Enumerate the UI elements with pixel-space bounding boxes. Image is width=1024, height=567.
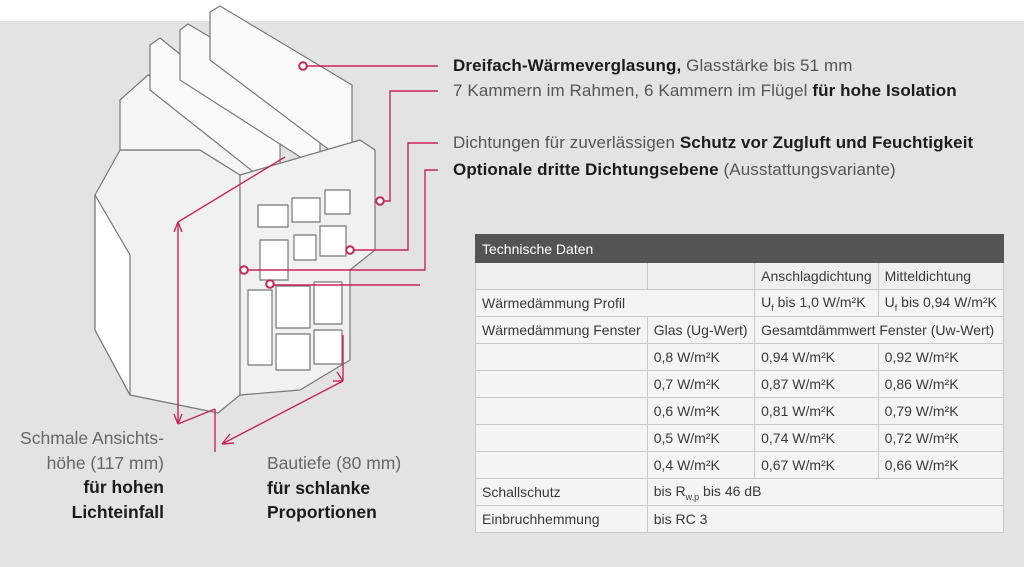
column-header: Gesamtdämmwert Fenster (Uw-Wert) (755, 317, 1004, 344)
depth-dimension-label: Bautiefe (80 mm) für schlanke Proportionen (267, 453, 402, 522)
technical-data-table (475, 234, 1004, 533)
table-cell: bis $R_{w,p}$ bis 46 dB (647, 479, 1003, 506)
height-dimension-label: Schmale Ansichts- höhe (117 mm) für hohen Lichteinfall (20, 428, 164, 522)
marker-dot (240, 266, 248, 274)
column-header: Mitteldichtung (878, 263, 1003, 290)
callout-seals: Dichtungen für zuverlässigen Schutz vor Zugluft und Feuchtigkeit (453, 133, 974, 152)
table-row (476, 317, 1004, 344)
table-row: 0,5 W/m²K 0,74 W/m²K 0,72 W/m²K (476, 425, 1004, 452)
table-row: 0,4 W/m²K 0,67 W/m²K 0,66 W/m²K (476, 452, 1004, 479)
marker-dot (376, 197, 384, 205)
column-header: Anschlagdichtung (755, 263, 879, 290)
row-label: Schallschutz (476, 479, 648, 506)
row-label: Wärmedämmung Profil (476, 290, 755, 317)
table-row (476, 290, 1004, 317)
table-row (476, 263, 1004, 290)
table-row (476, 506, 1004, 533)
table-cell: $U_f$ bis 0,94 W/m²K (878, 290, 1003, 317)
callout-glazing: Dreifach-Wärmeverglasung, Glasstärke bis 51 mm (453, 56, 853, 75)
callout-third-seal: Optionale dritte Dichtungsebene (Ausstattungsvariante) (453, 160, 896, 179)
table-cell: $U_f$ bis 1,0 W/m²K (755, 290, 879, 317)
table-row: 0,8 W/m²K 0,94 W/m²K 0,92 W/m²K (476, 344, 1004, 371)
column-header: Glas (Ug-Wert) (647, 317, 754, 344)
table-row: 0,7 W/m²K 0,87 W/m²K 0,86 W/m²K (476, 371, 1004, 398)
marker-dot (346, 246, 354, 254)
table-cell: bis RC 3 (647, 506, 1003, 533)
row-label: Wärmedämmung Fenster (476, 317, 648, 344)
marker-dot (266, 280, 274, 288)
table-row (476, 479, 1004, 506)
row-label: Einbruchhemmung (476, 506, 648, 533)
callout-chambers: 7 Kammern im Rahmen, 6 Kammern im Flügel für hohe Isolation (453, 81, 957, 100)
table-row: 0,6 W/m²K 0,81 W/m²K 0,79 W/m²K (476, 398, 1004, 425)
marker-dot (299, 62, 307, 70)
table-title: Technische Daten (476, 235, 1004, 263)
